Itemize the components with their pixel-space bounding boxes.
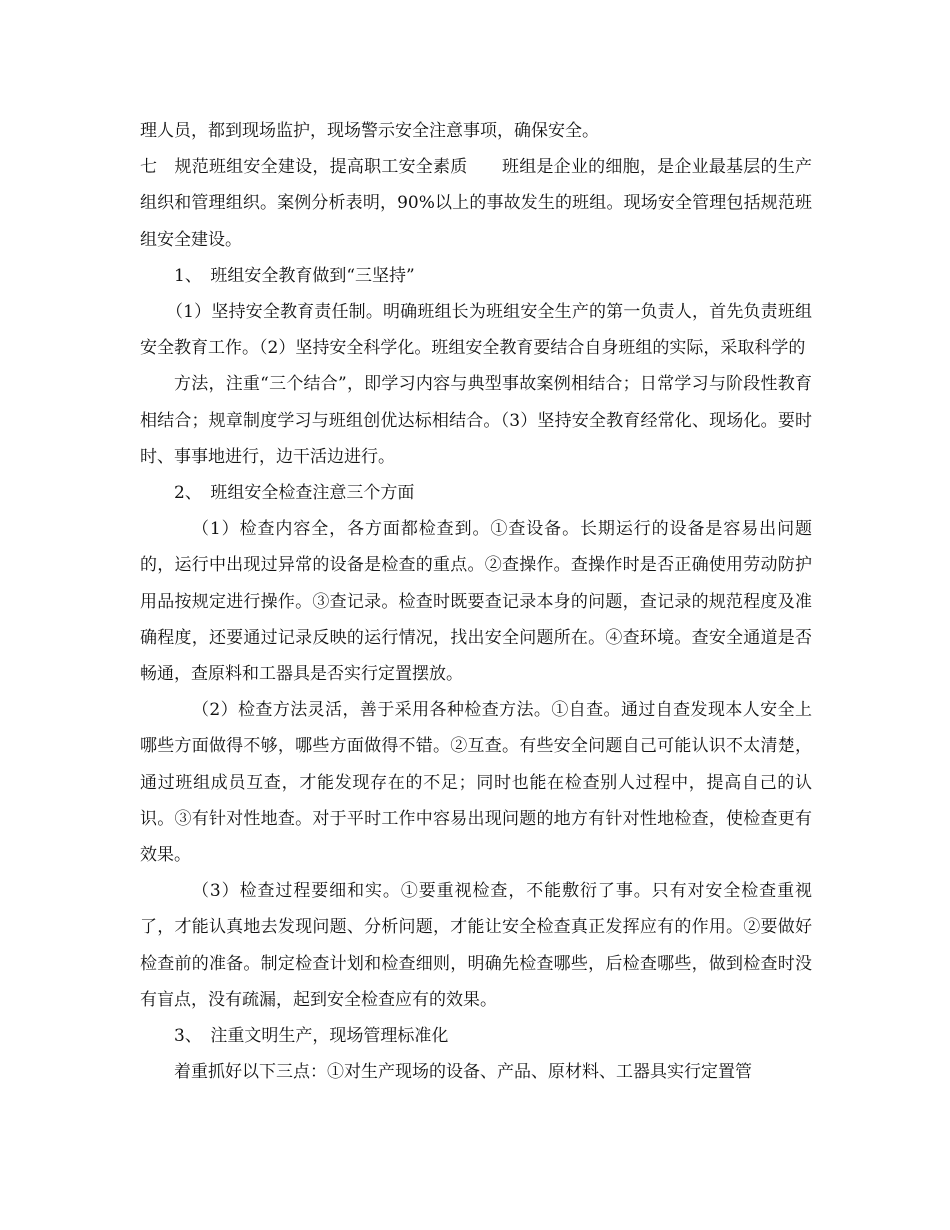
paragraph-check-process: （3）检查过程要细和实。①要重视检查，不能敷衍了事。只有对安全检查重视了，才能认真地去发现问题、分析问题，才能让安全检查真正发挥应有的作用。②要做好检查前的准备。制定检查计划和检查细则，明确先检查哪些，后检查哪些，做到检查时没有盲点，没有疏漏，起到安全检查应有的效果。 [140,881,812,1010]
subsection-heading-1: 1、 班组安全教育做到“三坚持” [174,265,415,286]
paragraph-methods: 方法，注重“三个结合”，即学习内容与典型事故案例相结合；日常学习与阶段性教育相结合；规章制度学习与班组创优达标相结合。（3）坚持安全教育经常化、现场化。要时时、事事地进行，边干活边进行。 [140,374,812,467]
subsection-heading-3: 3、 注重文明生产，现场管理标准化 [174,1026,449,1047]
paragraph-check-content: （1）检查内容全，各方面都检查到。①查设备。长期运行的设备是容易出问题的，运行中出现过异常的设备是检查的重点。②查操作。查操作时是否正确使用劳动防护用品按规定进行操作。③查记录。检查时既要查记录本身的问题，查记录的规范程度及准确程度，还要通过记录反映的运行情况，找出安全问题所在。④查环境。查安全通道是否畅通，查原料和工器具是否实行定置摆放。 [140,519,812,685]
subsection-heading-2: 2、 班组安全检查注意三个方面 [174,483,415,504]
paragraph-education: （1）坚持安全教育责任制。明确班组长为班组安全生产的第一负责人，首先负责班组安全教育工作。（2）坚持安全科学化。班组安全教育要结合自身班组的实际，采取科学的 [140,302,812,359]
document-body [140,113,812,1090]
paragraph-civilized-production: 着重抓好以下三点：①对生产现场的设备、产品、原材料、工器具实行定置管 [174,1062,752,1083]
section-heading-seven: 七 规范班组安全建设，提高职工安全素质 班组是企业的细胞，是企业最基层的生产组织和管理组织。案例分析表明，90%以上的事故发生的班组。现场安全管理包括规范班组安全建设。 [140,157,812,250]
paragraph-continuation: 理人员，都到现场监护，现场警示安全注意事项，确保安全。 [140,121,599,141]
paragraph-check-methods: （2）检查方法灵活，善于采用各种检查方法。①自查。通过自查发现本人安全上哪些方面做得不够，哪些方面做得不错。②互查。有些安全问题自己可能认识不太清楚，通过班组成员互查，才能发现存在的不足；同时也能在检查别人过程中，提高自己的认识。③有针对性地查。对于平时工作中容易出现问题的地方有针对性地检查，使检查更有效果。 [140,700,812,866]
